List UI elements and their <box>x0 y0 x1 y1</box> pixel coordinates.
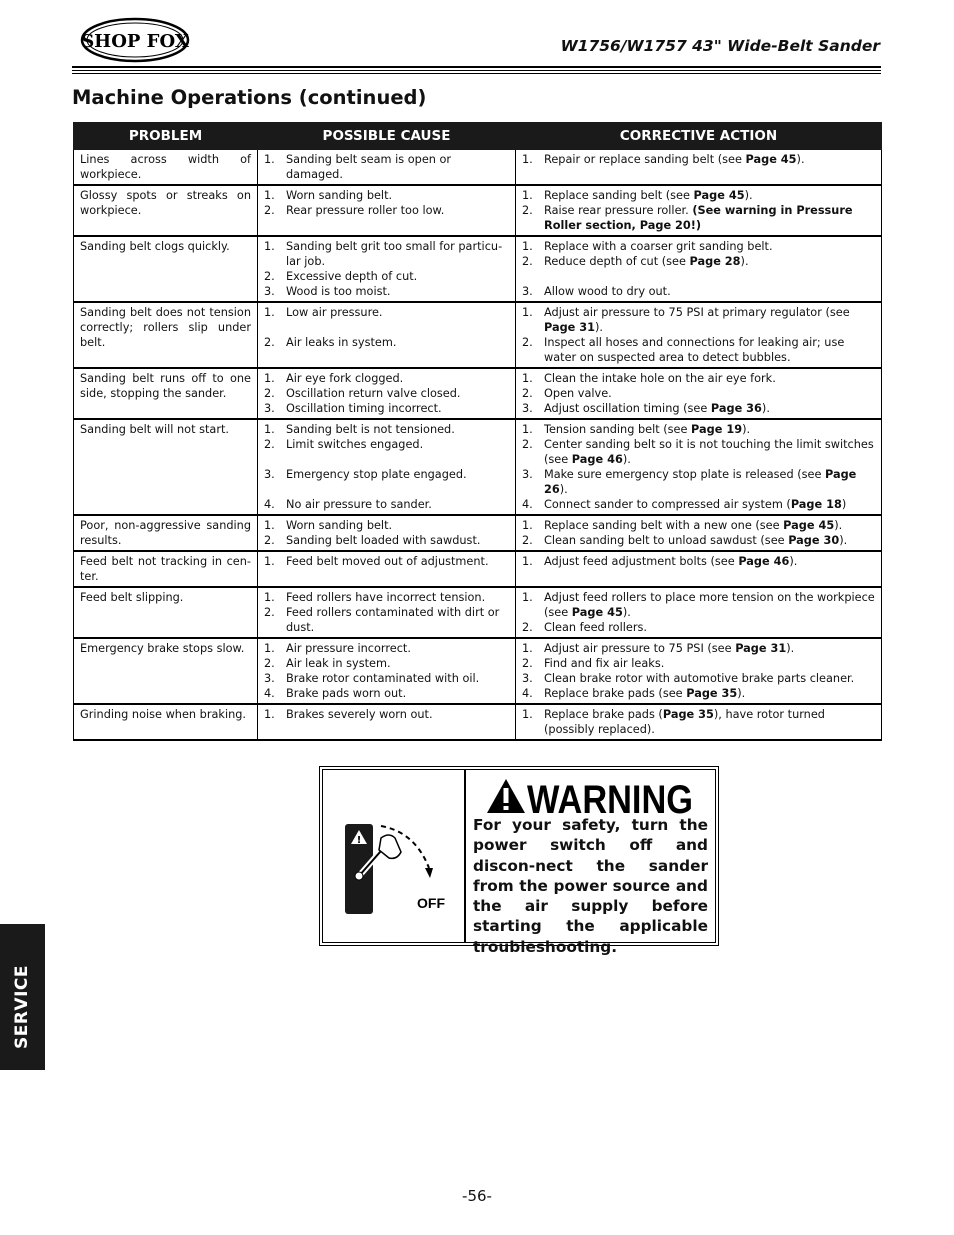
item-number <box>522 269 544 284</box>
item-text: Adjust feed adjustment bolts (see Page 46). <box>544 555 798 568</box>
item-text: Open valve. <box>544 387 612 400</box>
table-row <box>74 638 882 704</box>
cause-cell <box>258 587 516 638</box>
list-item <box>522 284 875 299</box>
item-number <box>264 482 286 497</box>
item-number: 3. <box>522 672 533 685</box>
header-rule <box>72 70 881 71</box>
cause-cell <box>258 551 516 587</box>
list-item <box>522 386 875 401</box>
item-number: 2. <box>264 336 275 349</box>
problem-cell: Grinding noise when braking. <box>74 704 258 740</box>
cause-cell <box>258 704 516 740</box>
item-number: 2. <box>264 270 275 283</box>
list-item <box>264 269 509 284</box>
item-text: Find and fix air leaks. <box>544 657 665 670</box>
list-item <box>264 386 509 401</box>
item-number: 1. <box>264 708 275 721</box>
table-row <box>74 150 882 186</box>
problem-cell: Sanding belt runs off to one side, stopping the sander. <box>74 368 258 419</box>
problem-cell: Feed belt not tracking in cen-ter. <box>74 551 258 587</box>
item-number <box>264 320 286 335</box>
table-row <box>74 185 882 236</box>
item-text: Low air pressure. <box>286 306 383 319</box>
item-number: 1. <box>522 708 533 721</box>
list-item <box>264 686 509 701</box>
item-number: 1. <box>264 642 275 655</box>
off-label: OFF <box>417 895 445 911</box>
item-number: 1. <box>264 153 275 166</box>
item-text: Air eye fork clogged. <box>286 372 404 385</box>
item-number: 1. <box>522 519 533 532</box>
item-text: Inspect all hoses and connections for leaking air; use water on suspected area to detect bubbles. <box>544 336 845 364</box>
list-item <box>264 671 509 686</box>
svg-text:WARNING: WARNING <box>527 778 693 819</box>
item-text <box>286 320 509 335</box>
item-number: 2. <box>522 621 533 634</box>
column-header-action: CORRECTIVE ACTION <box>516 123 882 150</box>
list-item <box>522 518 875 533</box>
list-item <box>522 269 875 284</box>
item-number: 1. <box>264 189 275 202</box>
item-text: Adjust air pressure to 75 PSI (see Page 31). <box>544 642 795 655</box>
item-text: Replace with a coarser grit sanding belt. <box>544 240 773 253</box>
table-row <box>74 704 882 740</box>
problem-cell: Sanding belt does not tension correctly; rollers slip under belt. <box>74 302 258 368</box>
item-text: Allow wood to dry out. <box>544 285 671 298</box>
item-number: 1. <box>522 591 533 604</box>
list-item <box>522 641 875 656</box>
cause-cell <box>258 150 516 186</box>
list-item <box>264 239 509 269</box>
item-text: Emergency stop plate engaged. <box>286 468 467 481</box>
item-number: 1. <box>522 372 533 385</box>
list-item <box>522 620 875 635</box>
item-number: 2. <box>522 534 533 547</box>
item-text <box>286 452 509 467</box>
list-item <box>264 518 509 533</box>
item-number: 4. <box>522 687 533 700</box>
column-header-problem: PROBLEM <box>74 123 258 150</box>
list-item <box>522 422 875 437</box>
item-number: 1. <box>522 423 533 436</box>
item-text: Replace brake pads (see Page 35). <box>544 687 746 700</box>
item-text: Oscillation timing incorrect. <box>286 402 442 415</box>
side-tab-label: SERVICE <box>12 964 32 1050</box>
list-item <box>264 203 509 218</box>
item-number: 3. <box>522 468 533 481</box>
item-text: Reduce depth of cut (see Page 28). <box>544 255 749 268</box>
item-number: 1. <box>522 306 533 319</box>
item-text: Clean brake rotor with automotive brake parts cleaner. <box>544 672 855 685</box>
list-item <box>264 707 509 722</box>
item-text: Worn sanding belt. <box>286 519 393 532</box>
page-number: -56- <box>462 1187 492 1205</box>
action-cell <box>516 185 882 236</box>
list-item <box>264 335 509 350</box>
item-text: Feed rollers contaminated with dirt or dust. <box>286 606 500 634</box>
list-item <box>264 305 509 320</box>
troubleshooting-table <box>73 122 882 741</box>
list-item <box>522 335 875 365</box>
problem-cell: Poor, non-aggressive sanding results. <box>74 515 258 551</box>
item-number: 3. <box>522 402 533 415</box>
problem-cell: Sanding belt clogs quickly. <box>74 236 258 302</box>
item-number: 3. <box>522 285 533 298</box>
action-cell <box>516 236 882 302</box>
cause-cell <box>258 236 516 302</box>
list-item <box>264 452 509 467</box>
item-text: Oscillation return valve closed. <box>286 387 461 400</box>
table-row <box>74 302 882 368</box>
table-row <box>74 419 882 515</box>
action-cell <box>516 587 882 638</box>
list-item <box>522 254 875 269</box>
item-number: 1. <box>264 423 275 436</box>
list-item <box>264 467 509 482</box>
list-item <box>522 686 875 701</box>
list-item <box>522 497 875 512</box>
list-item <box>522 437 875 467</box>
item-text: Brakes severely worn out. <box>286 708 433 721</box>
item-number: 1. <box>522 189 533 202</box>
list-item <box>264 152 509 182</box>
item-number: 1. <box>522 153 533 166</box>
table-row <box>74 551 882 587</box>
list-item <box>522 371 875 386</box>
list-item <box>264 641 509 656</box>
item-text: Replace sanding belt (see Page 45). <box>544 189 753 202</box>
item-number: 4. <box>522 498 533 511</box>
action-cell <box>516 704 882 740</box>
service-side-tab <box>0 924 45 1070</box>
item-number: 1. <box>264 555 275 568</box>
item-text: Clean sanding belt to unload sawdust (see Page 30). <box>544 534 848 547</box>
item-text: Wood is too moist. <box>286 285 391 298</box>
item-number: 2. <box>522 387 533 400</box>
list-item <box>264 422 509 437</box>
table-row <box>74 368 882 419</box>
cause-cell <box>258 185 516 236</box>
list-item <box>264 284 509 299</box>
item-number: 1. <box>522 240 533 253</box>
item-number: 4. <box>264 498 275 511</box>
problem-cell: Lines across width of workpiece. <box>74 150 258 186</box>
item-text: Tension sanding belt (see Page 19). <box>544 423 751 436</box>
shop-fox-logo <box>80 17 190 63</box>
item-text: Repair or replace sanding belt (see Page 45). <box>544 153 805 166</box>
table-row <box>74 515 882 551</box>
list-item <box>522 590 875 620</box>
list-item <box>522 707 875 737</box>
table-header-row <box>74 123 882 150</box>
logo-text: SHOP FOX <box>81 31 189 52</box>
problem-cell: Feed belt slipping. <box>74 587 258 638</box>
list-item <box>522 554 875 569</box>
item-text: Sanding belt is not tensioned. <box>286 423 455 436</box>
item-number: 1. <box>522 642 533 655</box>
item-number: 1. <box>264 372 275 385</box>
item-text: Adjust air pressure to 75 PSI at primary regulator (see Page 31). <box>544 306 850 334</box>
list-item <box>264 497 509 512</box>
item-number: 3. <box>264 285 275 298</box>
document-title: W1756/W1757 43" Wide-Belt Sander <box>560 37 880 55</box>
item-text: Adjust oscillation timing (see Page 36). <box>544 402 770 415</box>
problem-cell: Glossy spots or streaks on workpiece. <box>74 185 258 236</box>
header-rule <box>72 73 881 74</box>
list-item <box>522 467 875 497</box>
list-item <box>522 656 875 671</box>
item-text <box>544 269 875 284</box>
item-text: Sanding belt seam is open or damaged. <box>286 153 452 181</box>
item-number: 2. <box>264 387 275 400</box>
warning-heading <box>487 775 717 819</box>
item-number: 3. <box>264 672 275 685</box>
item-number: 2. <box>264 606 275 619</box>
list-item <box>264 590 509 605</box>
item-text: Excessive depth of cut. <box>286 270 418 283</box>
problem-cell: Emergency brake stops slow. <box>74 638 258 704</box>
item-number <box>264 452 286 467</box>
table-row <box>74 236 882 302</box>
item-number: 1. <box>264 306 275 319</box>
list-item <box>264 320 509 335</box>
list-item <box>522 401 875 416</box>
action-cell <box>516 551 882 587</box>
item-number: 1. <box>264 240 275 253</box>
item-text: Limit switches engaged. <box>286 438 424 451</box>
item-text: Rear pressure roller too low. <box>286 204 445 217</box>
item-number: 2. <box>264 438 275 451</box>
cause-cell <box>258 302 516 368</box>
item-text: Worn sanding belt. <box>286 189 393 202</box>
item-number: 2. <box>264 657 275 670</box>
action-cell <box>516 515 882 551</box>
list-item <box>264 371 509 386</box>
table-row <box>74 587 882 638</box>
list-item <box>522 239 875 254</box>
cause-cell <box>258 368 516 419</box>
list-item <box>522 305 875 335</box>
list-item <box>264 656 509 671</box>
item-text: No air pressure to sander. <box>286 498 432 511</box>
list-item <box>522 152 875 167</box>
item-text: Sanding belt loaded with sawdust. <box>286 534 481 547</box>
action-cell <box>516 638 882 704</box>
item-number: 3. <box>264 402 275 415</box>
list-item <box>264 188 509 203</box>
item-number: 1. <box>264 591 275 604</box>
item-number: 2. <box>264 534 275 547</box>
item-text: Feed belt moved out of adjustment. <box>286 555 489 568</box>
item-text: Center sanding belt so it is not touching the limit switches (see Page 46). <box>544 438 874 466</box>
item-text: Connect sander to compressed air system (Page 18) <box>544 498 847 511</box>
cause-cell <box>258 515 516 551</box>
header-rule <box>72 66 881 68</box>
item-text: Replace brake pads (Page 35), have rotor turned (possibly replaced). <box>544 708 825 736</box>
item-text: Raise rear pressure roller. (See warning in Pressure Roller section, Page 20!) <box>544 204 853 232</box>
item-number: 2. <box>264 204 275 217</box>
list-item <box>522 188 875 203</box>
cause-cell <box>258 638 516 704</box>
item-text: Feed rollers have incorrect tension. <box>286 591 486 604</box>
item-number: 4. <box>264 687 275 700</box>
list-item <box>264 554 509 569</box>
item-text: Adjust feed rollers to place more tension on the workpiece (see Page 45). <box>544 591 875 619</box>
item-text: Clean feed rollers. <box>544 621 647 634</box>
item-number: 2. <box>522 204 533 217</box>
item-text <box>286 482 509 497</box>
power-switch-off-icon <box>337 810 457 920</box>
item-text: Brake rotor contaminated with oil. <box>286 672 480 685</box>
item-number: 2. <box>522 438 533 451</box>
action-cell <box>516 419 882 515</box>
action-cell <box>516 368 882 419</box>
column-header-cause: POSSIBLE CAUSE <box>258 123 516 150</box>
action-cell <box>516 302 882 368</box>
action-cell <box>516 150 882 186</box>
item-number: 2. <box>522 336 533 349</box>
list-item <box>264 605 509 635</box>
item-number: 2. <box>522 657 533 670</box>
item-text: Clean the intake hole on the air eye fork. <box>544 372 776 385</box>
cause-cell <box>258 419 516 515</box>
item-text: Make sure emergency stop plate is released (see Page 26). <box>544 468 857 496</box>
item-number: 1. <box>522 555 533 568</box>
list-item <box>264 533 509 548</box>
item-text: Air leak in system. <box>286 657 391 670</box>
item-number: 1. <box>264 519 275 532</box>
item-text: Replace sanding belt with a new one (see Page 45). <box>544 519 843 532</box>
item-text: Sanding belt grit too small for particu-lar job. <box>286 240 503 268</box>
item-text: Brake pads worn out. <box>286 687 407 700</box>
svg-text:!: ! <box>356 835 362 846</box>
list-item <box>522 533 875 548</box>
list-item <box>264 437 509 452</box>
warning-text: For your safety, turn the power switch off and discon-nect the sander from the power source and the air supply before starting the applicable troubleshooting. <box>473 816 708 956</box>
list-item <box>522 671 875 686</box>
item-number: 2. <box>522 255 533 268</box>
item-number: 3. <box>264 468 275 481</box>
problem-cell: Sanding belt will not start. <box>74 419 258 515</box>
item-text: Air leaks in system. <box>286 336 397 349</box>
section-title: Machine Operations (continued) <box>72 86 427 109</box>
item-text: Air pressure incorrect. <box>286 642 411 655</box>
list-item <box>522 203 875 233</box>
warning-box <box>319 766 719 956</box>
list-item <box>264 401 509 416</box>
list-item <box>264 482 509 497</box>
